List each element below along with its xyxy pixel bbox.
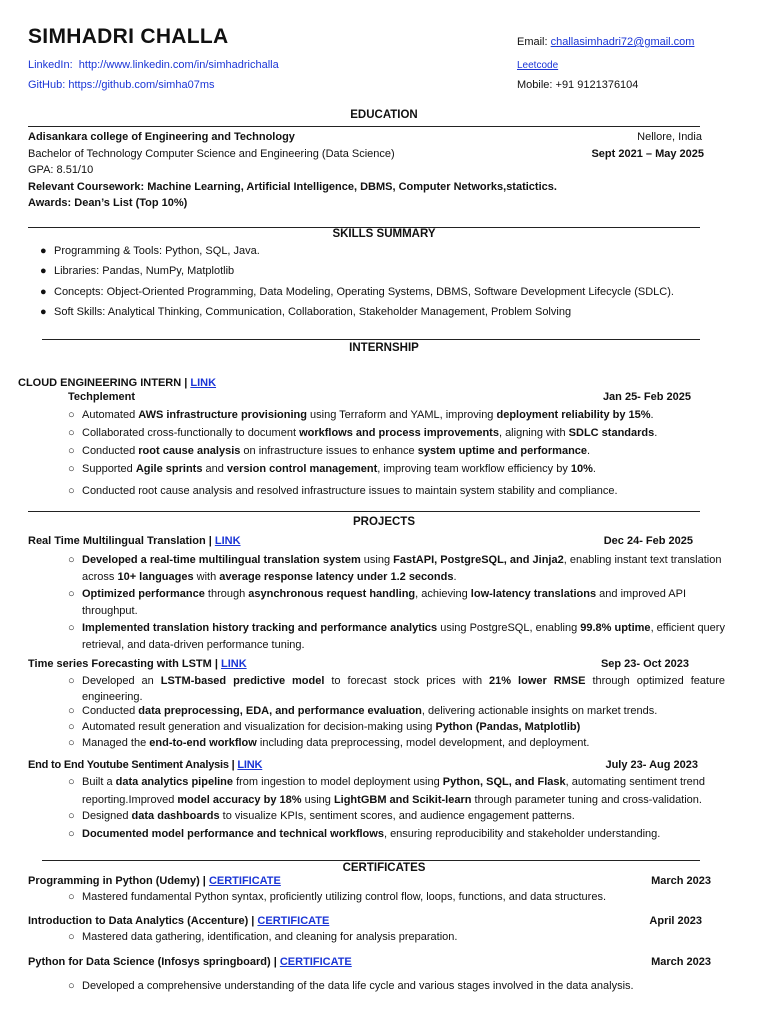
internship-divider bbox=[42, 339, 700, 340]
intern-bullet bbox=[68, 427, 658, 439]
circle-bullet-icon: ○ bbox=[68, 409, 75, 421]
intern-role-title: CLOUD ENGINEERING INTERN | bbox=[18, 377, 191, 389]
degree: Bachelor of Technology Computer Science and Engineering (Data Science) bbox=[28, 148, 395, 160]
certificate-link[interactable]: CERTIFICATE bbox=[208, 875, 281, 887]
intern-bullet bbox=[68, 445, 591, 457]
intern-dates: Jan 25- Feb 2025 bbox=[602, 391, 691, 403]
coursework: Relevant Coursework: Machine Learning, Artificial Intelligence, DBMS, Computer Networks,statictics. bbox=[28, 181, 557, 193]
internship-heading: INTERNSHIP bbox=[349, 342, 419, 354]
github-line[interactable] bbox=[28, 79, 214, 91]
certificate-bullet: ○ Developed a comprehensive understanding of the data life cycle and various stages involved in the data analysis. bbox=[68, 980, 634, 992]
bullet-text: Conducted data preprocessing, EDA, and performance evaluation, delivering actionable insights on market trends. bbox=[82, 705, 658, 717]
college-location: Nellore, India bbox=[637, 131, 702, 143]
certificate-link[interactable]: CERTIFICATE bbox=[257, 915, 330, 927]
circle-bullet-icon: ○ bbox=[68, 891, 75, 903]
intern-role bbox=[18, 377, 216, 389]
leetcode-link[interactable]: Leetcode bbox=[517, 60, 559, 71]
project-bullet bbox=[68, 828, 661, 840]
project-title: End to End Youtube Sentiment Analysis | LINK bbox=[28, 759, 263, 771]
project-link[interactable]: LINK bbox=[214, 535, 241, 547]
candidate-name: SIMHADRI CHALLA bbox=[28, 25, 229, 48]
project-link[interactable]: LINK bbox=[220, 658, 247, 670]
project-bullet bbox=[68, 552, 732, 586]
circle-bullet-icon: ○ bbox=[68, 931, 75, 943]
awards: Awards: Dean’s List (Top 10%) bbox=[28, 197, 188, 209]
circle-bullet-icon: ○ bbox=[68, 675, 75, 687]
bullet-icon: ● bbox=[40, 245, 47, 257]
project-dates: July 23- Aug 2023 bbox=[605, 759, 698, 771]
circle-bullet-icon: ○ bbox=[68, 445, 75, 457]
education-dates: Sept 2021 – May 2025 bbox=[591, 148, 704, 160]
bullet-text: Conducted root cause analysis and resolved infrastructure issues to maintain system stability and compliance. bbox=[82, 485, 618, 497]
intern-company: Techplement bbox=[68, 391, 136, 403]
project-dates: Sep 23- Oct 2023 bbox=[600, 658, 689, 670]
bullet-text: Conducted root cause analysis on infrastructure issues to enhance system uptime and performance. bbox=[82, 445, 591, 457]
bullet-icon: ● bbox=[40, 306, 47, 318]
bullet-text: Managed the end-to-end workflow including data preprocessing, model development, and deployment. bbox=[82, 737, 590, 749]
gpa: GPA: 8.51/10 bbox=[28, 164, 94, 176]
bullet-text: Automated AWS infrastructure provisioning using Terraform and YAML, improving deployment reliability by 15%. bbox=[82, 409, 654, 421]
circle-bullet-icon: ○ bbox=[68, 485, 75, 497]
circle-bullet-icon: ○ bbox=[68, 554, 75, 566]
circle-bullet-icon: ○ bbox=[68, 427, 75, 439]
bullet-text: Documented model performance and technical workflows, ensuring reproducibility and stakeholder understanding. bbox=[82, 828, 661, 840]
bullet-text: Optimized performance through asynchronous request handling, achieving low-latency translations and improved API throughput. bbox=[82, 588, 686, 617]
project-bullet bbox=[68, 737, 590, 749]
circle-bullet-icon: ○ bbox=[68, 721, 75, 733]
college-name: Adisankara college of Engineering and Technology bbox=[28, 131, 295, 143]
project-bullet bbox=[68, 721, 581, 733]
skill-item: ● Soft Skills: Analytical Thinking, Communication, Collaboration, Stakeholder Management, Problem Solving bbox=[40, 306, 572, 318]
circle-bullet-icon: ○ bbox=[68, 828, 75, 840]
github-label: GitHub: bbox=[28, 79, 66, 91]
certificate-bullet: ○ Mastered data gathering, identification, and cleaning for analysis preparation. bbox=[68, 931, 458, 943]
skills-heading: SKILLS SUMMARY bbox=[332, 228, 436, 240]
project-bullet bbox=[68, 620, 737, 654]
projects-heading: PROJECTS bbox=[353, 516, 415, 528]
mobile-number: Mobile: +91 9121376104 bbox=[517, 79, 639, 91]
certificate-bullet: ○ Mastered fundamental Python syntax, proficiently utilizing control flow, loops, functions, and data structures. bbox=[68, 891, 606, 903]
certificate-date: March 2023 bbox=[651, 875, 711, 887]
linkedin-label: LinkedIn: bbox=[28, 59, 73, 71]
project-bullet bbox=[68, 586, 712, 620]
education-divider bbox=[28, 126, 700, 127]
certificate-title: Programming in Python (Udemy) | CERTIFICATE bbox=[28, 875, 281, 887]
certificate-title: Python for Data Science (Infosys springboard) | CERTIFICATE bbox=[28, 956, 352, 968]
email-link[interactable]: challasimhadri72@gmail.com bbox=[550, 36, 695, 48]
certificates-divider bbox=[42, 860, 700, 861]
bullet-text: Supported Agile sprints and version control management, improving team workflow efficiency by 10%. bbox=[82, 463, 596, 475]
skill-item: ● Concepts: Object-Oriented Programming, Data Modeling, Operating Systems, DBMS, Software Development Lifecycle (SDLC). bbox=[40, 286, 674, 298]
circle-bullet-icon: ○ bbox=[68, 810, 75, 822]
project-title: Time series Forecasting with LSTM | LINK bbox=[28, 658, 247, 670]
certificates-heading: CERTIFICATES bbox=[342, 862, 426, 874]
skill-item: ● Libraries: Pandas, NumPy, Matplotlib bbox=[40, 265, 235, 277]
circle-bullet-icon: ○ bbox=[68, 622, 75, 634]
project-bullet bbox=[68, 810, 575, 822]
circle-bullet-icon: ○ bbox=[68, 737, 75, 749]
intern-link[interactable]: LINK bbox=[190, 377, 217, 389]
project-bullet bbox=[68, 705, 658, 717]
github-link[interactable]: https://github.com/simha07ms bbox=[68, 79, 215, 91]
intern-bullet bbox=[68, 409, 654, 421]
project-link[interactable]: LINK bbox=[237, 759, 263, 771]
bullet-text: Automated result generation and visualization for decision-making using Python (Pandas, Matplotlib) bbox=[82, 721, 581, 733]
certificate-date: March 2023 bbox=[651, 956, 711, 968]
circle-bullet-icon: ○ bbox=[68, 705, 75, 717]
certificate-date: April 2023 bbox=[649, 915, 702, 927]
bullet-text: Developed an LSTM-based predictive model to forecast stock prices with 21% lower RMSE through optimized feature engineering. bbox=[82, 675, 725, 703]
bullet-text: Developed a real-time multilingual translation system using FastAPI, PostgreSQL, and Jinja2, enabling instant text translation across 10+ languages with average response latency under 1.2 seconds. bbox=[82, 554, 722, 583]
email-label: Email: bbox=[517, 36, 548, 48]
project-dates: Dec 24- Feb 2025 bbox=[603, 535, 693, 547]
circle-bullet-icon: ○ bbox=[68, 588, 75, 600]
circle-bullet-icon: ○ bbox=[68, 463, 75, 475]
circle-bullet-icon: ○ bbox=[68, 980, 75, 992]
email-line bbox=[517, 36, 694, 48]
linkedin-line[interactable] bbox=[28, 59, 279, 71]
intern-bullet bbox=[68, 485, 618, 497]
bullet-text: Designed data dashboards to visualize KPIs, sentiment scores, and audience engagement patterns. bbox=[82, 810, 575, 822]
certificate-title: Introduction to Data Analytics (Accenture) | CERTIFICATE bbox=[28, 915, 330, 927]
skill-item: ● Programming & Tools: Python, SQL, Java. bbox=[40, 245, 260, 257]
project-bullet bbox=[68, 673, 725, 705]
education-heading: EDUCATION bbox=[350, 109, 418, 121]
project-bullet bbox=[68, 773, 722, 809]
intern-bullet bbox=[68, 463, 596, 475]
bullet-text: Built a data analytics pipeline from ingestion to model deployment using Python, SQL, and Flask, automating sentiment trend reporting.Improved model accuracy by 18% using LightGBM and Scikit-learn through parameter tuning and cross-validation. bbox=[82, 776, 706, 806]
bullet-text: Implemented translation history tracking and performance analytics using PostgreSQL, enabling 99.8% uptime, efficient query retrieval, and data-driven performance tuning. bbox=[82, 622, 725, 651]
bullet-icon: ● bbox=[40, 286, 47, 298]
bullet-text: Collaborated cross-functionally to document workflows and process improvements, aligning with SDLC standards. bbox=[82, 427, 658, 439]
certificate-link[interactable]: CERTIFICATE bbox=[279, 956, 352, 968]
bullet-icon: ● bbox=[40, 265, 47, 277]
projects-divider bbox=[28, 511, 700, 512]
project-title: Real Time Multilingual Translation | LINK bbox=[28, 535, 241, 547]
linkedin-link[interactable]: http://www.linkedin.com/in/simhadrichalla bbox=[78, 59, 279, 71]
circle-bullet-icon: ○ bbox=[68, 776, 75, 788]
